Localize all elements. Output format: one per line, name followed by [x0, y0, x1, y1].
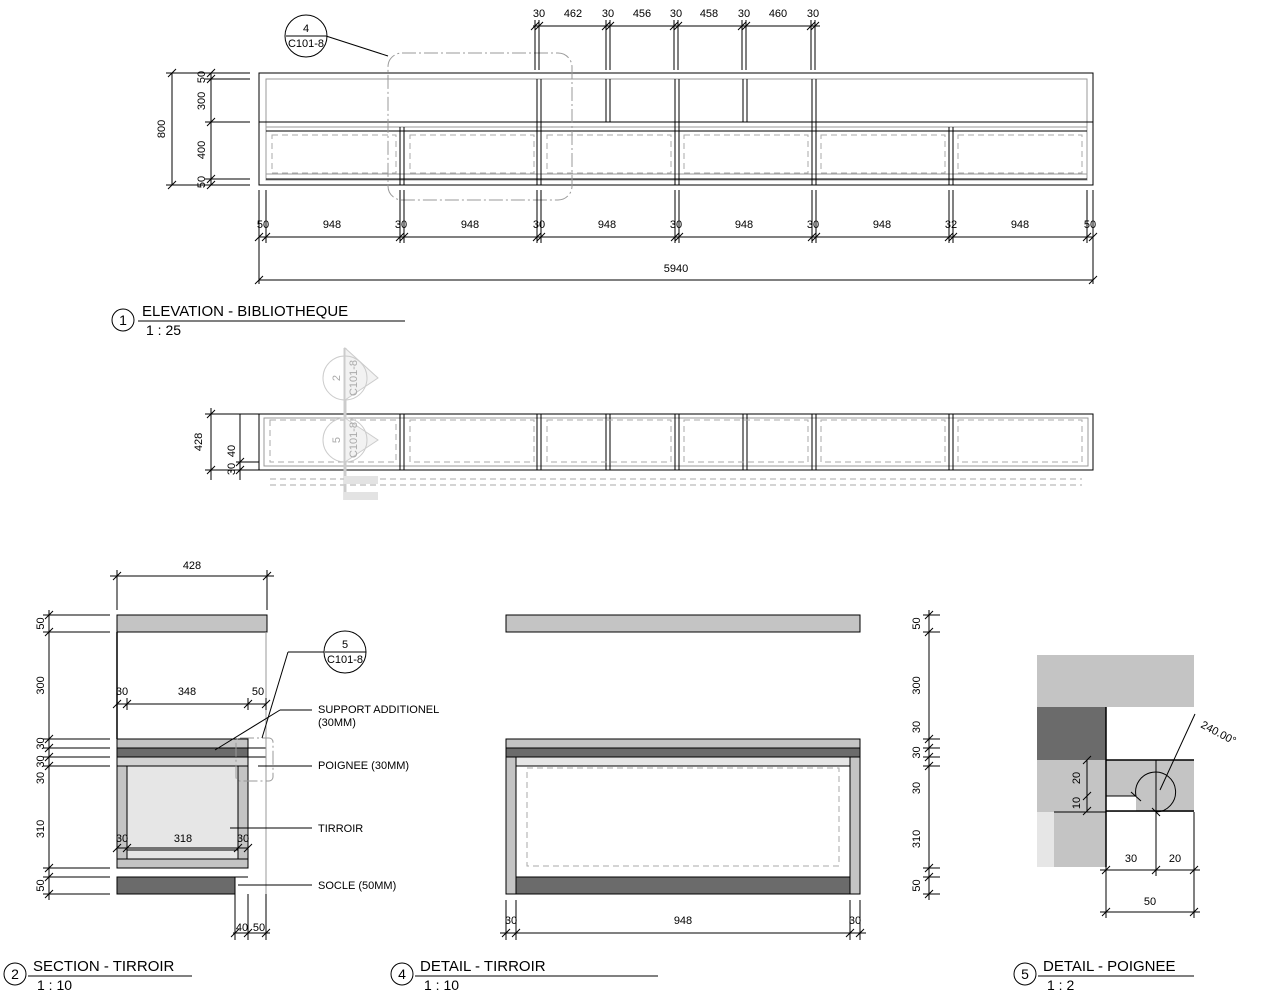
plan-view — [193, 348, 1093, 500]
section-left-dim-5: 30 — [35, 771, 47, 785]
elev-total-dim: 5940 — [663, 263, 689, 275]
elev-bottom-dim-13: 50 — [1083, 219, 1097, 231]
poignee-v-10: 10 — [1071, 796, 1083, 810]
tiroir-right-dim-4: 30 — [911, 746, 923, 759]
view-5-number: 5 — [1021, 966, 1029, 982]
view-5-title: DETAIL - POIGNEE — [1043, 958, 1176, 975]
tiroir-right-dim-6: 310 — [911, 829, 923, 849]
poignee-h-20: 20 — [1168, 853, 1182, 865]
view-1-title: ELEVATION - BIBLIOTHEQUE — [142, 303, 349, 320]
note-poignee: POIGNEE (30MM) — [318, 760, 410, 772]
elev-top-dim-9: 30 — [806, 8, 820, 20]
elev-top-dim-3: 30 — [601, 8, 615, 20]
view-5-scale: 1 : 2 — [1047, 977, 1075, 993]
section-left-dim-4: 30 — [35, 755, 47, 768]
section-inner-bot-1: 30 — [115, 833, 129, 845]
elev-top-dim-5: 30 — [669, 8, 683, 20]
elev-bottom-dim-10: 948 — [872, 219, 892, 231]
tiroir-bottom-2: 948 — [673, 915, 693, 927]
plan-depth-dim: 428 — [193, 432, 205, 452]
section-inner-bot-2: 318 — [173, 833, 193, 845]
plan-callout-5-sheet: C101-8 — [348, 421, 360, 459]
elevation-view — [112, 8, 1097, 338]
plan-dim-30: 30 — [226, 462, 238, 476]
elev-top-dim-7: 30 — [737, 8, 751, 20]
poignee-total: 50 — [1143, 896, 1157, 908]
view-2-title: SECTION - TIRROIR — [33, 958, 175, 975]
section-inner-top-1: 30 — [115, 686, 129, 698]
elev-bottom-dim-4: 948 — [460, 219, 480, 231]
callout-5-sheet: C101-8 — [326, 654, 364, 666]
poignee-h-30: 30 — [1124, 853, 1138, 865]
elev-top-dim-2: 462 — [563, 8, 583, 20]
elev-left-total: 800 — [156, 119, 168, 139]
note-support-line2: (30MM) — [318, 717, 356, 729]
tiroir-bottom-1: 30 — [504, 915, 518, 927]
plan-callout-5-number: 5 — [331, 436, 343, 444]
view-4-scale: 1 : 10 — [424, 977, 460, 993]
section-left-dim-2: 300 — [35, 676, 47, 695]
elev-bottom-dim-5: 30 — [532, 219, 546, 231]
section-left-dim-6: 310 — [35, 819, 47, 839]
elev-bottom-dim-8: 948 — [734, 219, 754, 231]
section-left-dim-7: 50 — [35, 879, 47, 892]
elev-bottom-dim-1: 50 — [256, 219, 270, 231]
note-tiroir: TIRROIR — [318, 823, 364, 835]
detail-tiroir-view — [391, 610, 940, 993]
section-left-dim-3: 30 — [35, 737, 47, 750]
elev-left-dim-1: 50 — [196, 70, 208, 84]
plan-callout-2-number: 2 — [331, 374, 343, 382]
section-bottom-40: 40 — [235, 922, 249, 934]
view-4-title: DETAIL - TIRROIR — [420, 958, 546, 975]
section-bottom-50: 50 — [252, 922, 266, 934]
view-1-number: 1 — [119, 312, 127, 328]
tiroir-right-dim-3: 30 — [911, 720, 923, 734]
section-cut-marker[interactable] — [323, 348, 378, 500]
view-2-scale: 1 : 10 — [37, 977, 73, 993]
elev-left-dim-3: 400 — [196, 140, 208, 160]
elev-bottom-dim-2: 948 — [322, 219, 342, 231]
elev-bottom-dim-7: 30 — [669, 219, 683, 231]
elev-bottom-dim-6: 948 — [597, 219, 617, 231]
poignee-angle: 240.00° — [1198, 719, 1238, 748]
elev-top-dim-8: 460 — [768, 8, 788, 20]
callout-4-number: 4 — [302, 23, 310, 35]
section-width-dim: 428 — [182, 560, 202, 572]
plan-callout-2-sheet: C101-8 — [348, 359, 360, 397]
elev-top-dim-1: 30 — [532, 8, 546, 20]
elev-bottom-dim-3: 30 — [394, 219, 408, 231]
poignee-v-20: 20 — [1071, 771, 1083, 785]
view-4-number: 4 — [398, 966, 406, 982]
plan-dim-40: 40 — [226, 444, 238, 458]
elev-bottom-dim-9: 30 — [806, 219, 820, 231]
elev-bottom-dim-12: 948 — [1010, 219, 1030, 231]
elev-top-dim-6: 458 — [699, 8, 719, 20]
detail-poignee-view — [1014, 655, 1238, 993]
section-inner-top-3: 50 — [251, 686, 265, 698]
section-left-dim-1: 50 — [35, 617, 47, 630]
callout-5-number: 5 — [341, 639, 349, 651]
view-1-scale: 1 : 25 — [146, 322, 182, 338]
view-2-number: 2 — [11, 966, 19, 982]
note-socle: SOCLE (50MM) — [318, 880, 397, 892]
tiroir-right-dim-7: 50 — [911, 879, 923, 892]
tiroir-right-dim-1: 50 — [911, 617, 923, 630]
tiroir-right-dim-5: 30 — [911, 781, 923, 795]
section-view — [4, 560, 439, 993]
elev-left-dim-4: 50 — [196, 175, 208, 189]
callout-4-sheet: C101-8 — [287, 38, 325, 50]
note-support-line1: SUPPORT ADDITIONEL — [318, 704, 440, 716]
elev-bottom-dim-11: 32 — [944, 219, 958, 231]
tiroir-bottom-3: 30 — [848, 915, 862, 927]
section-inner-bot-3: 30 — [236, 833, 250, 845]
section-inner-top-2: 348 — [177, 686, 197, 698]
elev-left-dim-2: 300 — [196, 91, 208, 111]
elev-top-dim-4: 456 — [632, 8, 652, 20]
tiroir-right-dim-2: 300 — [911, 676, 923, 695]
